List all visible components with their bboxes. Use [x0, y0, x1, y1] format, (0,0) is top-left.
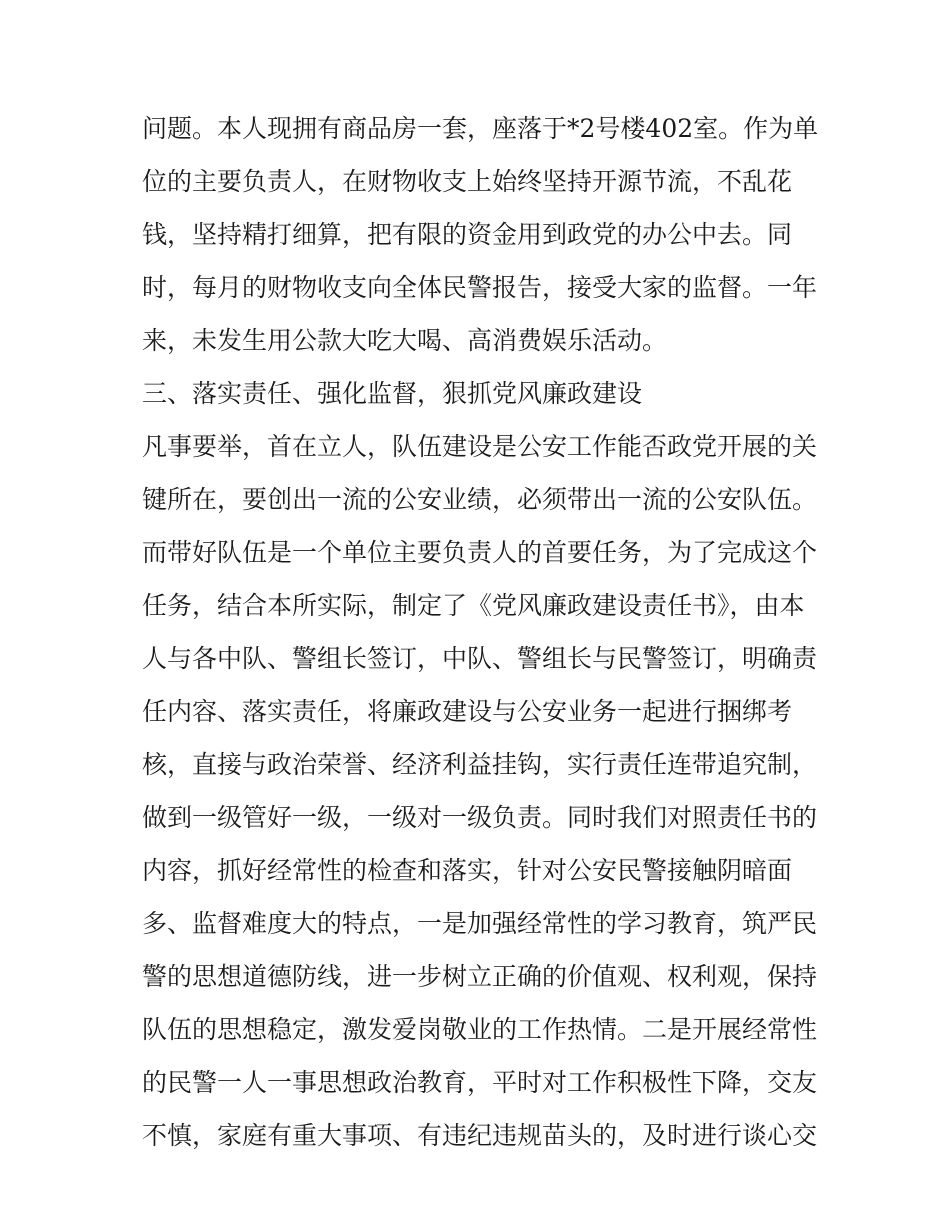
text-line-4: 时，每月的财物收支向全体民警报告，接受大家的监督。一年: [142, 273, 818, 302]
text-line-14: 做到一级管好一级，一级对一级负责。同时我们对照责任书的: [142, 803, 818, 832]
text-line-11: 人与各中队、警组长签订，中队、警组长与民警签订，明确责: [142, 644, 818, 673]
text-line-15: 内容，抓好经常性的检查和落实，针对公安民警接触阴暗面: [142, 856, 793, 885]
section-heading: 三、落实责任、强化监督，狠抓党风廉政建设: [142, 379, 643, 408]
text-line-13: 核，直接与政治荣誉、经济利益挂钩，实行责任连带追究制，: [142, 750, 818, 779]
text-line-16: 多、监督难度大的特点，一是加强经常性的学习教育，筑严民: [142, 909, 818, 938]
text-line-8: 键所在，要创出一流的公安业绩，必须带出一流的公安队伍。: [142, 485, 818, 514]
text-line-18: 队伍的思想稳定，激发爱岗敬业的工作热情。二是开展经常性: [142, 1015, 818, 1044]
text-line-17: 警的思想道德防线，进一步树立正确的价值观、权利观，保持: [142, 962, 818, 991]
text-line-5: 来，未发生用公款大吃大喝、高消费娱乐活动。: [142, 326, 668, 355]
text-line-7: 凡事要举，首在立人，队伍建设是公安工作能否政党开展的关: [142, 432, 818, 461]
body-text: [142, 102, 822, 1162]
text-line-3: 钱，坚持精打细算，把有限的资金用到政党的办公中去。同: [142, 220, 793, 249]
text-line-12: 任内容、落实责任，将廉政建设与公安业务一起进行捆绑考: [142, 697, 793, 726]
text-line-9: 而带好队伍是一个单位主要负责人的首要任务，为了完成这个: [142, 538, 818, 567]
text-line-10: 任务，结合本所实际，制定了《党风廉政建设责任书》，由本: [142, 591, 805, 620]
text-line-20: 不慎，家庭有重大事项、有违纪违规苗头的，及时进行谈心交: [142, 1121, 818, 1150]
text-line-1: 问题。本人现拥有商品房一套，座落于*2号楼402室。作为单: [142, 114, 819, 143]
text-line-2: 位的主要负责人，在财物收支上始终坚持开源节流，不乱花: [142, 167, 793, 196]
text-line-19: 的民警一人一事思想政治教育，平时对工作积极性下降，交友: [142, 1068, 818, 1097]
